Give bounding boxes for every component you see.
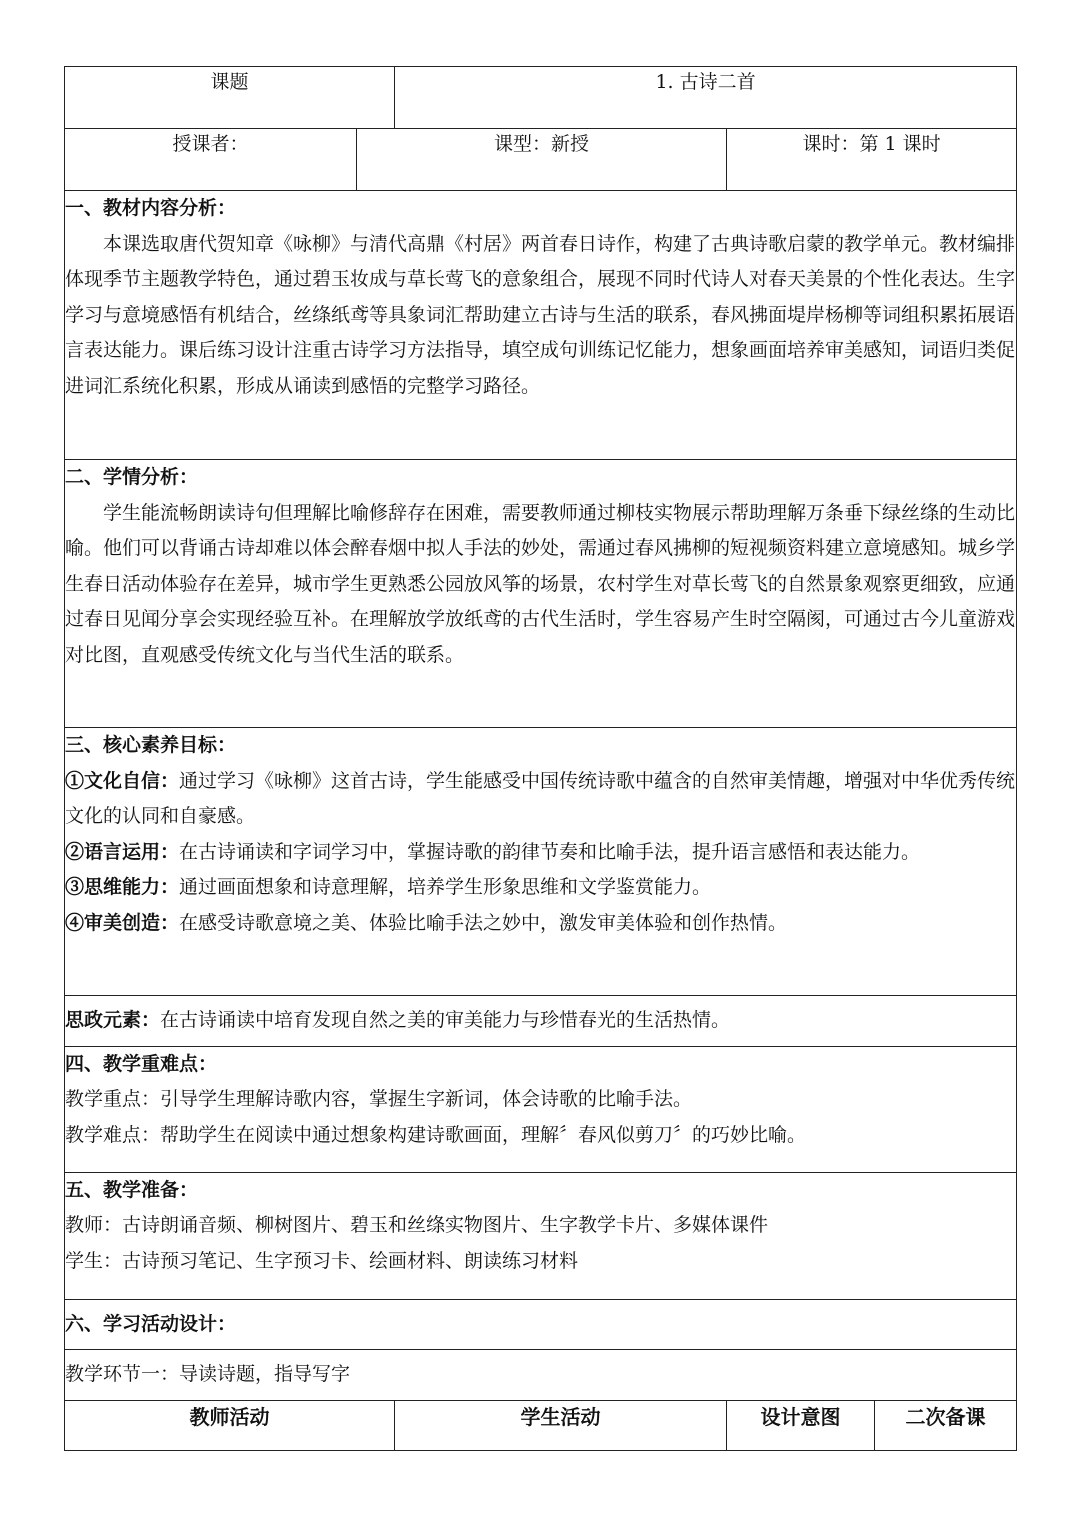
textbook-analysis-title: 一、教材内容分析：: [65, 197, 237, 219]
topic-label: 课题: [65, 67, 395, 129]
student-analysis-section: [65, 460, 1017, 728]
activity-design-section: [65, 1299, 1017, 1350]
goal-item: [65, 870, 1016, 906]
goal-text: 通过学习《咏柳》这首古诗，学生能感受中国传统诗歌中蕴含的自然审美情趣，增强对中华优秀传统文化的认同和自豪感。: [65, 769, 1016, 827]
goal-text: 在感受诗歌意境之美、体验比喻手法之妙中，激发审美体验和创作热情。: [179, 911, 788, 934]
lesson-period: 课时：第 1 课时: [727, 129, 1017, 191]
lesson-type: 课型：新授: [357, 129, 727, 191]
textbook-analysis-body: 本课选取唐代贺知章《咏柳》与清代高鼎《村居》两首春日诗作，构建了古典诗歌启蒙的教学单元。教材编排体现季节主题教学特色，通过碧玉妆成与草长莺飞的意象组合，展现不同时代诗人对春天美景的个性化表达。生字学习与意境感悟有机结合，丝绦纸鸢等具象词汇帮助建立古诗与生活的联系，春风拂面堤岸杨柳等词组积累拓展语言表达能力。课后练习设计注重古诗学习方法指导，填空成句训练记忆能力，想象画面培养审美感知，词语归类促进词汇系统化积累，形成从诵读到感悟的完整学习路径。: [65, 232, 1016, 397]
activity-design-title: 六、学习活动设计：: [65, 1312, 237, 1335]
preparation-row: [65, 1172, 1017, 1299]
col-teacher-activity: 教师活动: [65, 1400, 395, 1450]
goal-item: [65, 835, 1016, 871]
goal-label: ③思维能力：: [65, 876, 180, 898]
activity-columns-row: [65, 1400, 1017, 1450]
ideology-section: [65, 996, 1017, 1047]
core-goals-title: 三、核心素养目标：: [65, 734, 237, 756]
activity-design-row: [65, 1299, 1017, 1350]
col-second-prep: 二次备课: [875, 1400, 1017, 1450]
goal-text: 通过画面想象和诗意理解，培养学生形象思维和文学鉴赏能力。: [179, 876, 712, 898]
goal-label: ②语言运用：: [65, 840, 180, 863]
ideology-text: 在古诗诵读中培育发现自然之美的审美能力与珍惜春光的生活热情。: [160, 1009, 731, 1031]
key-points-title: 四、教学重难点：: [65, 1052, 218, 1075]
goal-item: [65, 764, 1016, 835]
key-points-section: [65, 1046, 1017, 1172]
difficult-point: 教学难点：帮助学生在阅读中通过想象构建诗歌画面，理解〞春风似剪刀〞的巧妙比喻。: [65, 1123, 807, 1146]
ideology-row: [65, 996, 1017, 1047]
core-goals-section: [65, 728, 1017, 996]
student-analysis-title: 二、学情分析：: [65, 466, 199, 488]
teaching-step-section: [65, 1350, 1017, 1401]
topic-row: [65, 67, 1017, 129]
teaching-step-row: [65, 1350, 1017, 1401]
info-row: [65, 129, 1017, 191]
student-preparation: 学生：古诗预习笔记、生字预习卡、绘画材料、朗读练习材料: [65, 1249, 579, 1272]
teacher-label: 授课者：: [65, 129, 357, 191]
goal-item: [65, 906, 1016, 942]
col-design-intent: 设计意图: [727, 1400, 875, 1450]
textbook-analysis-section: [65, 191, 1017, 460]
student-analysis-row: [65, 460, 1017, 728]
col-student-activity: 学生活动: [395, 1400, 727, 1450]
lesson-plan-page: [64, 66, 1016, 1451]
goal-text: 在古诗诵读和字词学习中，掌握诗歌的韵律节奏和比喻手法，提升语言感悟和表达能力。: [179, 840, 921, 863]
student-analysis-body: 学生能流畅朗读诗句但理解比喻修辞存在困难，需要教师通过柳枝实物展示帮助理解万条垂下绿丝绦的生动比喻。他们可以背诵古诗却难以体会醉春烟中拟人手法的妙处，需通过春风拂柳的短视频资料建立意境感知。城乡学生春日活动体验存在差异，城市学生更熟悉公园放风筝的场景，农村学生对草长莺飞的自然景象观察更细致，应通过春日见闻分享会实现经验互补。在理解放学放纸鸢的古代生活时，学生容易产生时空隔阂，可通过古今儿童游戏对比图，直观感受传统文化与当代生活的联系。: [65, 501, 1016, 666]
ideology-label: 思政元素：: [65, 1009, 161, 1031]
key-points-row: [65, 1046, 1017, 1172]
core-goals-row: [65, 728, 1017, 996]
goal-label: ④审美创造：: [65, 911, 180, 934]
teaching-step-title: 教学环节一：导读诗题，指导写字: [65, 1363, 351, 1385]
key-point: 教学重点：引导学生理解诗歌内容，掌握生字新词，体会诗歌的比喻手法。: [65, 1088, 693, 1110]
preparation-title: 五、教学准备：: [65, 1178, 199, 1201]
goal-label: ①文化自信：: [65, 769, 180, 792]
teacher-preparation: 教师：古诗朗诵音频、柳树图片、碧玉和丝绦实物图片、生字教学卡片、多媒体课件: [65, 1214, 769, 1236]
textbook-analysis-row: [65, 191, 1017, 460]
topic-value: 1. 古诗二首: [395, 67, 1017, 129]
lesson-plan-table: [64, 66, 1017, 1451]
preparation-section: [65, 1172, 1017, 1299]
